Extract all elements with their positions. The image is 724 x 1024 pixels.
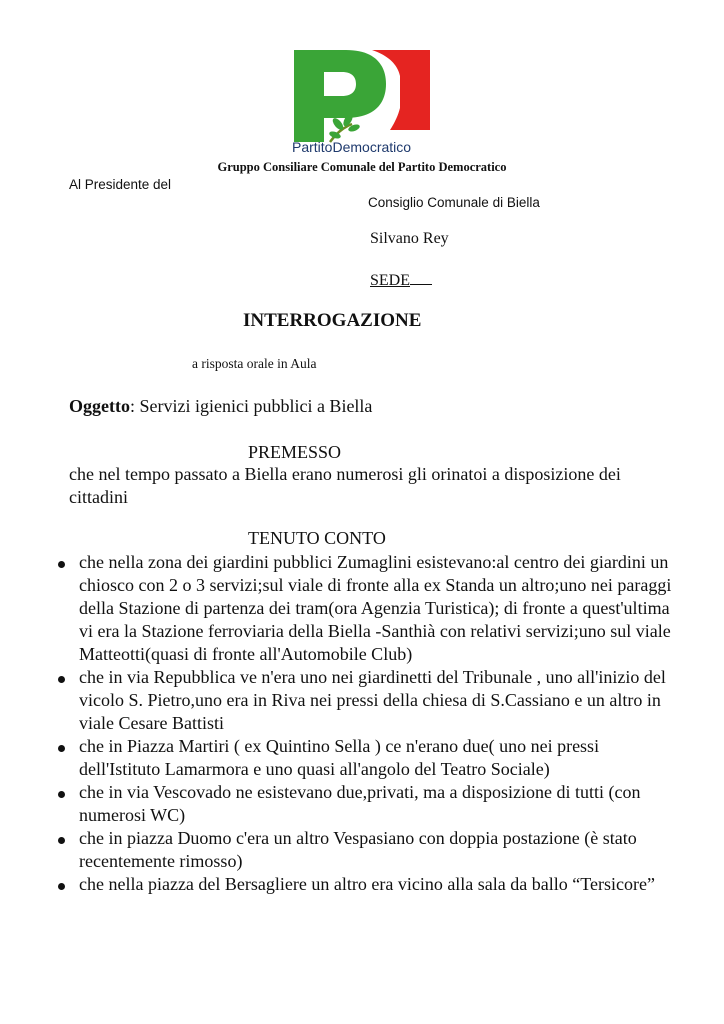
sede-text: SEDE: [370, 272, 410, 289]
addressee-name: Silvano Rey: [370, 230, 449, 247]
list-item-text: che nella zona dei giardini pubblici Zumaglini esistevano:al centro dei giardini un chiosco con 2 o 3 servizi;sul viale di fronte alla ex Standa un altro;uno nei paraggi della Stazione di partenza dei tram(ora Agenzia Turistica); di fronte a quest'ultima vi era la Stazione ferroviaria della Biella -Santhià con relativi servizi;uno sul viale Matteotti(quasi di fronte all'Automobile Club): [79, 552, 672, 664]
tenuto-conto-heading: TENUTO CONTO: [248, 528, 386, 548]
bullet-icon: [58, 837, 65, 844]
party-name-right: Democratico: [332, 139, 412, 155]
subject-text: : Servizi igienici pubblici a Biella: [129, 396, 373, 416]
premesso-text: che nel tempo passato a Biella erano numerosi gli orinatoi a disposizione dei cittadini: [69, 464, 621, 507]
bullet-icon: [58, 676, 65, 683]
list-item-text: che in piazza Duomo c'era un altro Vespasiano con doppia postazione (è stato recentemente rimosso): [79, 828, 637, 871]
list-item-text: che in via Repubblica ve n'era uno nei giardinetti del Tribunale , uno all'inizio del vicolo S. Pietro,uno era in Riva nei pressi della chiesa di S.Cassiano e un altro in viale Cesare Battisti: [79, 667, 666, 733]
document-subtitle: a risposta orale in Aula: [192, 356, 317, 371]
bullet-icon: [58, 883, 65, 890]
subject-line: [69, 396, 372, 417]
bullet-icon: [58, 561, 65, 568]
party-name-left: Partito: [292, 139, 333, 155]
list-item: [0, 873, 724, 896]
addressee-sede: [370, 270, 432, 290]
sede-underline: [410, 270, 432, 285]
list-item-text: che in Piazza Martiri ( ex Quintino Sella ) ce n'erano due( uno nei pressi dell'Istituto Lamarmora e uno quasi all'angolo del Teatro Sociale): [79, 736, 600, 779]
list-item: [0, 781, 724, 827]
document-title: INTERROGAZIONE: [243, 310, 422, 331]
party-name: [292, 139, 437, 155]
list-item: [0, 735, 724, 781]
list-item-text: che in via Vescovado ne esistevano due,privati, ma a disposizione di tutti (con numerosi WC): [79, 782, 641, 825]
list-item: [0, 827, 724, 873]
tenuto-conto-list: [0, 551, 724, 896]
addressee-council: Consiglio Comunale di Biella: [368, 195, 540, 210]
premesso-heading: PREMESSO: [248, 442, 342, 462]
bullet-icon: [58, 745, 65, 752]
list-item-text: che nella piazza del Bersagliere un altro era vicino alla sala da ballo “Tersicore”: [79, 874, 655, 894]
group-heading: Gruppo Consiliare Comunale del Partito Democratico: [217, 160, 507, 174]
bullet-icon: [58, 791, 65, 798]
list-item: [0, 666, 724, 735]
subject-label: Oggetto: [69, 396, 130, 416]
addressee-line: Al Presidente del: [69, 177, 172, 192]
list-item: [0, 551, 724, 666]
